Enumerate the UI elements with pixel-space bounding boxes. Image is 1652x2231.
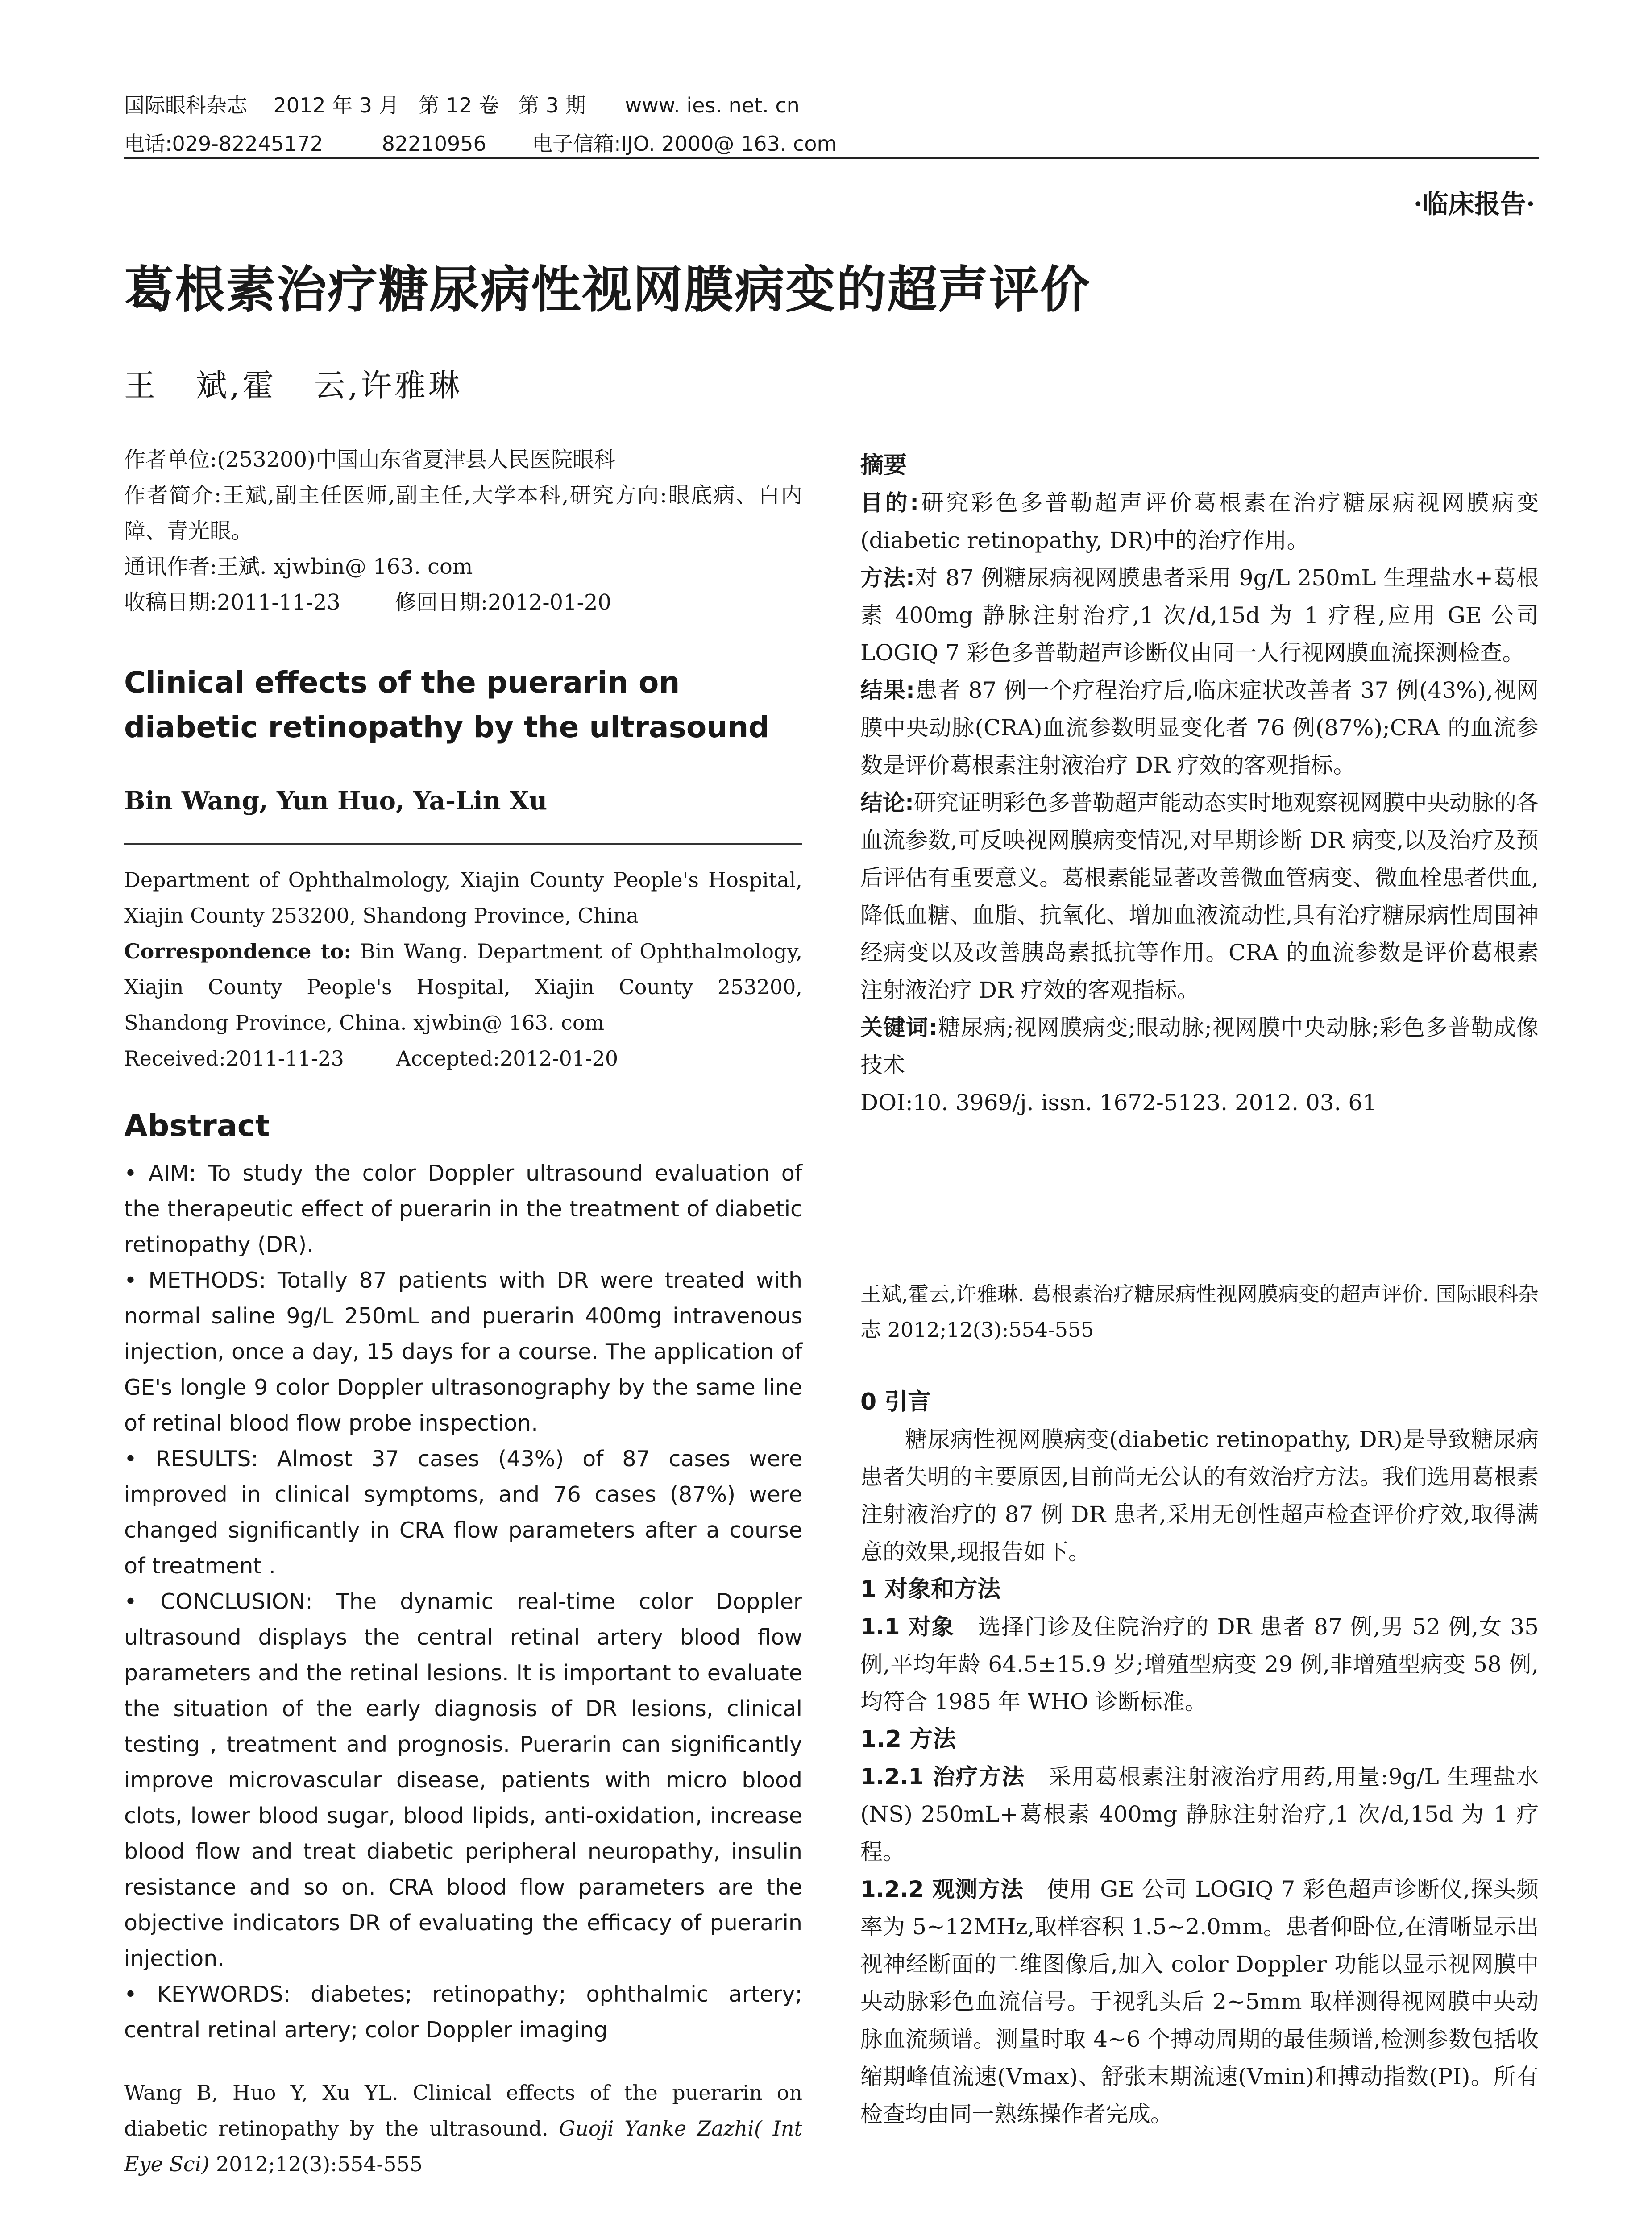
keywords-text: 糖尿病;视网膜病变;眼动脉;视网膜中央动脉;彩色多普勒成像技术 (860, 1015, 1539, 1078)
abstract-cn-keywords (860, 1009, 1539, 1084)
section-1-1-text: 选择门诊及住院治疗的 DR 患者 87 例,男 52 例,女 35 例,平均年龄 64.5±15.9 岁;增殖型病变 29 例,非增殖型病变 58 例,均符合 1985 年 WHO 诊断标准。 (860, 1614, 1546, 1715)
citation-en-journal: Guoji Yanke Zazhi( Int Eye Sci) (124, 2116, 802, 2176)
abstract-cn (860, 446, 1539, 1121)
article-title-en: Clinical effects of the puerarin on diabetic retinopathy by the ultrasound (124, 665, 770, 744)
section-1-2-1-text: 采用葛根素注射液治疗用药,用量:9g/L 生理盐水(NS) 250mL+葛根素 400mg 静脉注射治疗,1 次/d,15d 为 1 疗程。 (860, 1764, 1539, 1865)
author-dates: 收稿日期:2011-11-23 修回日期:2012-01-20 (124, 590, 611, 615)
citation-cn: 王斌,霍云,许雅琳. 葛根素治疗糖尿病性视网膜病变的超声评价. 国际眼科杂志 2012;12(3):554-555 (860, 1282, 1539, 1342)
section-1-1-label: 1.1 对象 (860, 1614, 955, 1640)
author-unit: 作者单位:(253200)中国山东省夏津县人民医院眼科 (124, 447, 615, 472)
results-text: 患者 87 例一个疗程治疗后,临床症状改善者 37 例(43%),视网膜中央动脉(CRA)血流参数明显变化者 76 例(87%);CRA 的血流参数是评价葛根素注射液治疗 DR 疗效的客观指标。 (860, 677, 1539, 778)
abstract-en (124, 1156, 802, 2048)
affiliation-dept: Department of Ophthalmology, Xiajin County People's Hospital, Xiajin County 253200, Shandong Province, China (124, 868, 802, 928)
methods-text: 对 87 例糖尿病视网膜患者采用 9g/L 250mL 生理盐水+葛根素 400mg 静脉注射治疗,1 次/d,15d 为 1 疗程,应用 GE 公司 LOGIQ 7 彩色多普勒超声诊断仪由同一人行视网膜血流探测检查。 (860, 565, 1539, 666)
abstract-heading-cn: 摘要 (860, 452, 907, 479)
section-tag: ·临床报告· (1413, 189, 1535, 219)
main-body (860, 1383, 1546, 2133)
abstract-results: • RESULTS: Almost 37 cases (43%) of 87 cases were improved in clinical symptoms, and 76 cases (87%) were changed significantly in CRA flow parameters after a course of treatment . (124, 1446, 802, 1579)
methods-heading: 1 对象和方法 (860, 1576, 1001, 1603)
header-divider (124, 157, 1539, 159)
authors-cn: 王 斌,霍 云,许雅琳 (124, 367, 463, 404)
conclusion-label: 结论: (860, 790, 914, 816)
abstract-cn-results (860, 672, 1539, 784)
journal-header-line1: 国际眼科杂志 2012 年 3 月 第 12 卷 第 3 期 www. ies. net. cn (124, 93, 800, 117)
section-1-2-1-label: 1.2.1 治疗方法 (860, 1764, 1025, 1790)
abstract-conclusion: • CONCLUSION: The dynamic real-time color Doppler ultrasound displays the central retinal artery blood flow parameters and the retinal lesions. It is important to evaluate the situation of the early diagnosis of DR lesions, clinical testing , treatment and prognosis. Puerarin can significantly improve microvascular disease, patients with micro blood clots, lower blood sugar, blood lipids, anti-oxidation, increase blood flow and treat diabetic peripheral neuropathy, insulin resistance and so on. CRA blood flow parameters are the objective indicators DR of evaluating the efficacy of puerarin injection. (124, 1589, 802, 1971)
conclusion-text: 研究证明彩色多普勒超声能动态实时地观察视网膜中央动脉的各血流参数,可反映视网膜病变情况,对早期诊断 DR 病变,以及治疗及预后评估有重要意义。葛根素能显著改善微血管病变、微血栓患者供血,降低血糖、血脂、抗氧化、增加血液流动性,具有治疗糖尿病性周围神经病变以及改善胰岛素抵抗等作用。CRA 的血流参数是评价葛根素注射液治疗 DR 疗效的客观指标。 (860, 790, 1539, 1003)
authors-en: Bin Wang, Yun Huo, Ya-Lin Xu (124, 786, 548, 816)
abstract-cn-methods (860, 559, 1539, 672)
affiliation-dates: Received:2011-11-23 Accepted:2012-01-20 (124, 1046, 618, 1070)
affiliation-block (124, 862, 802, 1076)
abstract-aim: • AIM: To study the color Doppler ultrasound evaluation of the therapeutic effect of puerarin in the treatment of diabetic retinopathy (DR). (124, 1161, 802, 1257)
abstract-methods: • METHODS: Totally 87 patients with DR were treated with normal saline 9g/L 250mL and puerarin 400mg intravenous injection, once a day, 15 days for a course. The application of GE's longle 9 color Doppler ultrasonography by the same line of retinal blood flow probe inspection. (124, 1268, 802, 1436)
journal-header-line2: 电话:029-82245172 82210956 电子信箱:IJO. 2000@ 163. com (124, 132, 837, 156)
section-1-2-heading: 1.2 方法 (860, 1726, 956, 1753)
intro-heading: 0 引言 (860, 1389, 931, 1415)
aim-label: 目的: (860, 490, 919, 516)
intro-text: 糖尿病性视网膜病变(diabetic retinopathy, DR)是导致糖尿病患者失明的主要原因,目前尚无公认的有效治疗方法。我们选用葛根素注射液治疗的 87 例 DR 患者,采用无创性超声检查评价疗效,取得满意的效果,现报告如下。 (860, 1427, 1539, 1565)
abstract-heading-en: Abstract (124, 1108, 270, 1144)
author-info (124, 442, 802, 620)
methods-label: 方法: (860, 565, 915, 591)
correspondence-label: Correspondence to: (124, 939, 352, 963)
citation-en (124, 2075, 802, 2182)
results-label: 结果: (860, 677, 915, 703)
author-correspondence: 通讯作者:王斌. xjwbin@ 163. com (124, 554, 473, 579)
citation-en-authors: Wang B, Huo Y, Xu YL. Clinical effects of the puerarin on diabetic retinopathy by the ultrasound. (124, 2081, 802, 2140)
correspondence-text: Bin Wang. Department of Ophthalmology, Xiajin County People's Hospital, Xiajin County 253200, Shandong Province, China. xjwbin@ 163. com (124, 939, 802, 1035)
abstract-cn-conclusion (860, 784, 1539, 1009)
section-1-2-2 (860, 1870, 1539, 2133)
citation-en-volume: 2012;12(3):554-555 (209, 2152, 423, 2176)
article-title-cn: 葛根素治疗糖尿病性视网膜病变的超声评价 (124, 261, 1091, 319)
abstract-cn-aim (860, 484, 1539, 559)
affiliation-correspondence (124, 933, 802, 1041)
section-1-2-2-label: 1.2.2 观测方法 (860, 1876, 1024, 1902)
section-1-2-2-text: 使用 GE 公司 LOGIQ 7 彩色超声诊断仪,探头频率为 5~12MHz,取样容积 1.5~2.0mm。患者仰卧位,在清晰显示出视神经断面的二维图像后,加入 color Doppler 功能以显示视网膜中央动脉彩色血流信号。于视乳头后 2~5mm 取样测得视网膜中央动脉血流频谱。测量时取 4~6 个搏动周期的最佳频谱,检测参数包括收缩期峰值流速(Vmax)、舒张末期流速(Vmin)和搏动指数(PI)。所有检查均由同一熟练操作者完成。 (860, 1876, 1539, 2127)
affiliation-divider (124, 843, 802, 845)
aim-text: 研究彩色多普勒超声评价葛根素在治疗糖尿病视网膜病变(diabetic retinopathy, DR)中的治疗作用。 (860, 490, 1539, 553)
keywords-label: 关键词: (860, 1015, 938, 1041)
abstract-keywords: • KEYWORDS: diabetes; retinopathy; ophthalmic artery; central retinal artery; color Doppler imaging (124, 1982, 802, 2043)
author-bio: 作者简介:王斌,副主任医师,副主任,大学本科,研究方向:眼底病、白内障、青光眼。 (124, 483, 802, 543)
doi: DOI:10. 3969/j. issn. 1672-5123. 2012. 03. 61 (860, 1090, 1377, 1116)
section-1-2-1 (860, 1758, 1539, 1870)
section-1-1 (860, 1608, 1546, 1721)
